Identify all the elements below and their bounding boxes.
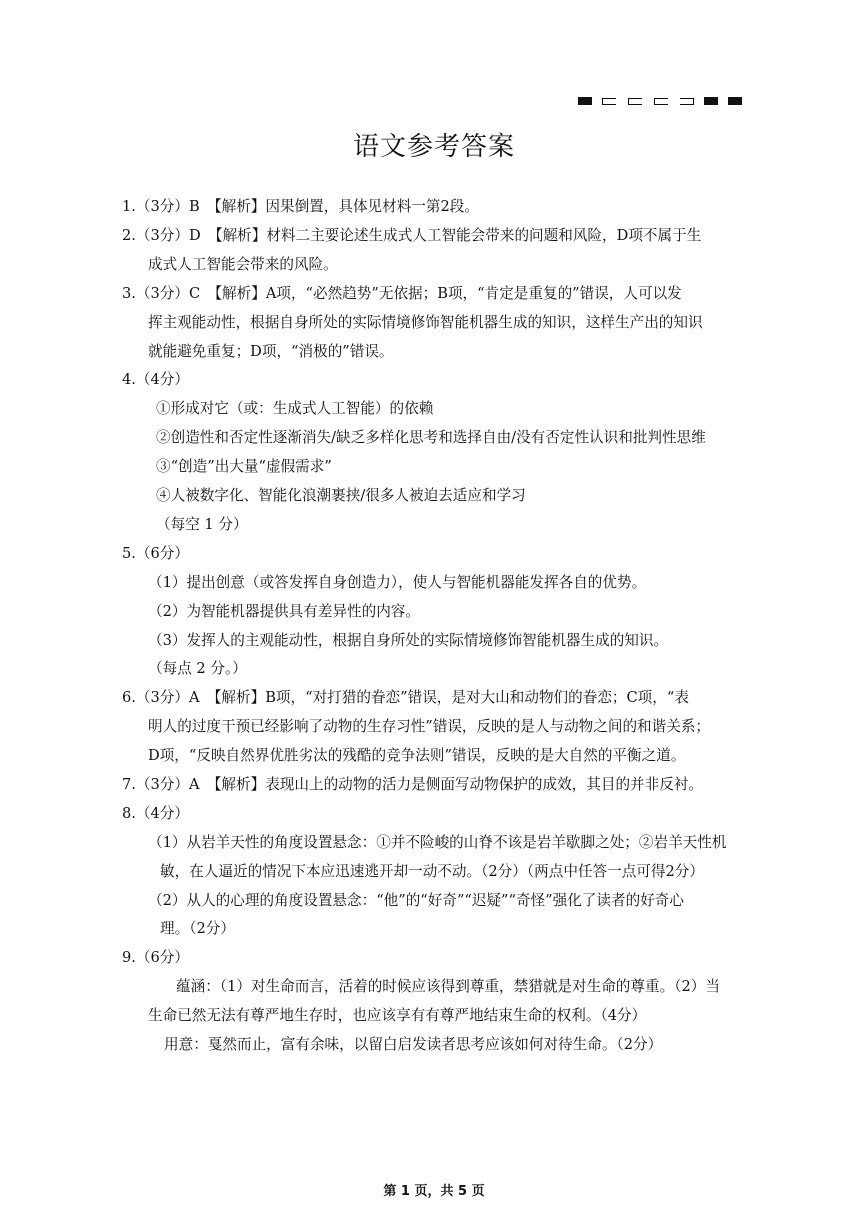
q9-line: 蕴涵：（1）对生命而言，活着的时候应该得到尊重，禁猎就是对生命的尊重。（2）当 [176,978,720,995]
q6-line: 6.（3分）A 【解析】B项，“对打猎的眷恋”错误，是对大山和动物们的眷恋；C项，“表 [122,689,689,706]
q4-heading: 4.（4分） [122,371,189,388]
q6-line: 明人的过度干预已经影响了动物的生存习性”错误，反映的是人与动物之间的和谐关系； [148,718,711,735]
q9-line: 生命已然无法有尊严地生存时，也应该享有有尊严地结束生命的权利。（4分） [148,1007,647,1024]
mark-solid [578,97,592,105]
q3-line: 挥主观能动性，根据自身所处的实际情境修饰智能机器生成的知识，这样生产出的知识 [148,314,703,331]
q4-answer: ②创造性和否定性逐渐消失/缺乏多样化思考和选择自由/没有否定性认识和批判性思维 [156,429,706,446]
q3-line: 3.（3分）C 【解析】A项，“必然趋势”无依据；B项，“肯定是重复的”错误，人可以发 [122,285,682,302]
q5-heading: 5.（6分） [122,545,189,562]
page-footer: 第 1 页，共 5 页 [383,1184,485,1199]
q9-line: 用意：戛然而止，富有余味，以留白启发读者思考应该如何对待生命。（2分） [164,1036,663,1053]
q1-line: 1.（3分）B 【解析】因果倒置，具体见材料一第2段。 [122,198,479,215]
q8-answer: 理。（2分） [160,920,235,937]
mark-open [628,98,642,105]
q3-line: 就能避免重复；D项，“消极的”错误。 [148,343,394,360]
q2-line: 2.（3分）D 【解析】材料二主要论述生成式人工智能会带来的问题和风险，D项不属于生 [122,227,702,244]
q5-answer: （1）提出创意（或答发挥自身创造力），使人与智能机器能发挥各自的优势。 [148,574,647,591]
q7-line: 7.（3分）A 【解析】表现山上的动物的活力是侧面写动物保护的成效，其目的并非反衬。 [122,776,704,793]
mark-open [602,98,616,105]
q4-note: （每空 1 分） [156,516,248,533]
q5-answer: （2）为智能机器提供具有差异性的内容。 [148,603,420,620]
mark-open [680,98,694,105]
q8-answer: （1）从岩羊天性的角度设置悬念：①并不险峻的山脊不该是岩羊歇脚之处；②岩羊天性机 [148,834,727,851]
q5-note: （每点 2 分。） [148,660,247,677]
q6-line: D项，“反映自然界优胜劣汰的残酷的竞争法则”错误，反映的是大自然的平衡之道。 [148,747,686,764]
mark-solid [704,97,718,105]
q2-line: 成式人工智能会带来的风险。 [148,256,338,273]
q8-answer: （2）从人的心理的角度设置悬念：“他”的“好奇”“迟疑”“奇怪”强化了读者的好奇心 [148,892,684,909]
q5-answer: （3）发挥人的主观能动性，根据自身所处的实际情境修饰智能机器生成的知识。 [148,632,669,649]
page-title: 语文参考答案 [352,132,515,162]
mark-solid [728,97,742,105]
q4-answer: ③“创造”出大量“虚假需求” [156,458,332,475]
mark-open [654,98,668,105]
q8-heading: 8.（4分） [122,805,189,822]
q8-answer: 敏，在人逼近的情况下本应迅速逃开却一动不动。（2分）（两点中任答一点可得2分） [160,863,704,880]
q4-answer: ④人被数字化、智能化浪潮裹挟/很多人被迫去适应和学习 [156,487,526,504]
q4-answer: ①形成对它（或：生成式人工智能）的依赖 [156,400,434,417]
q9-heading: 9.（6分） [122,949,189,966]
